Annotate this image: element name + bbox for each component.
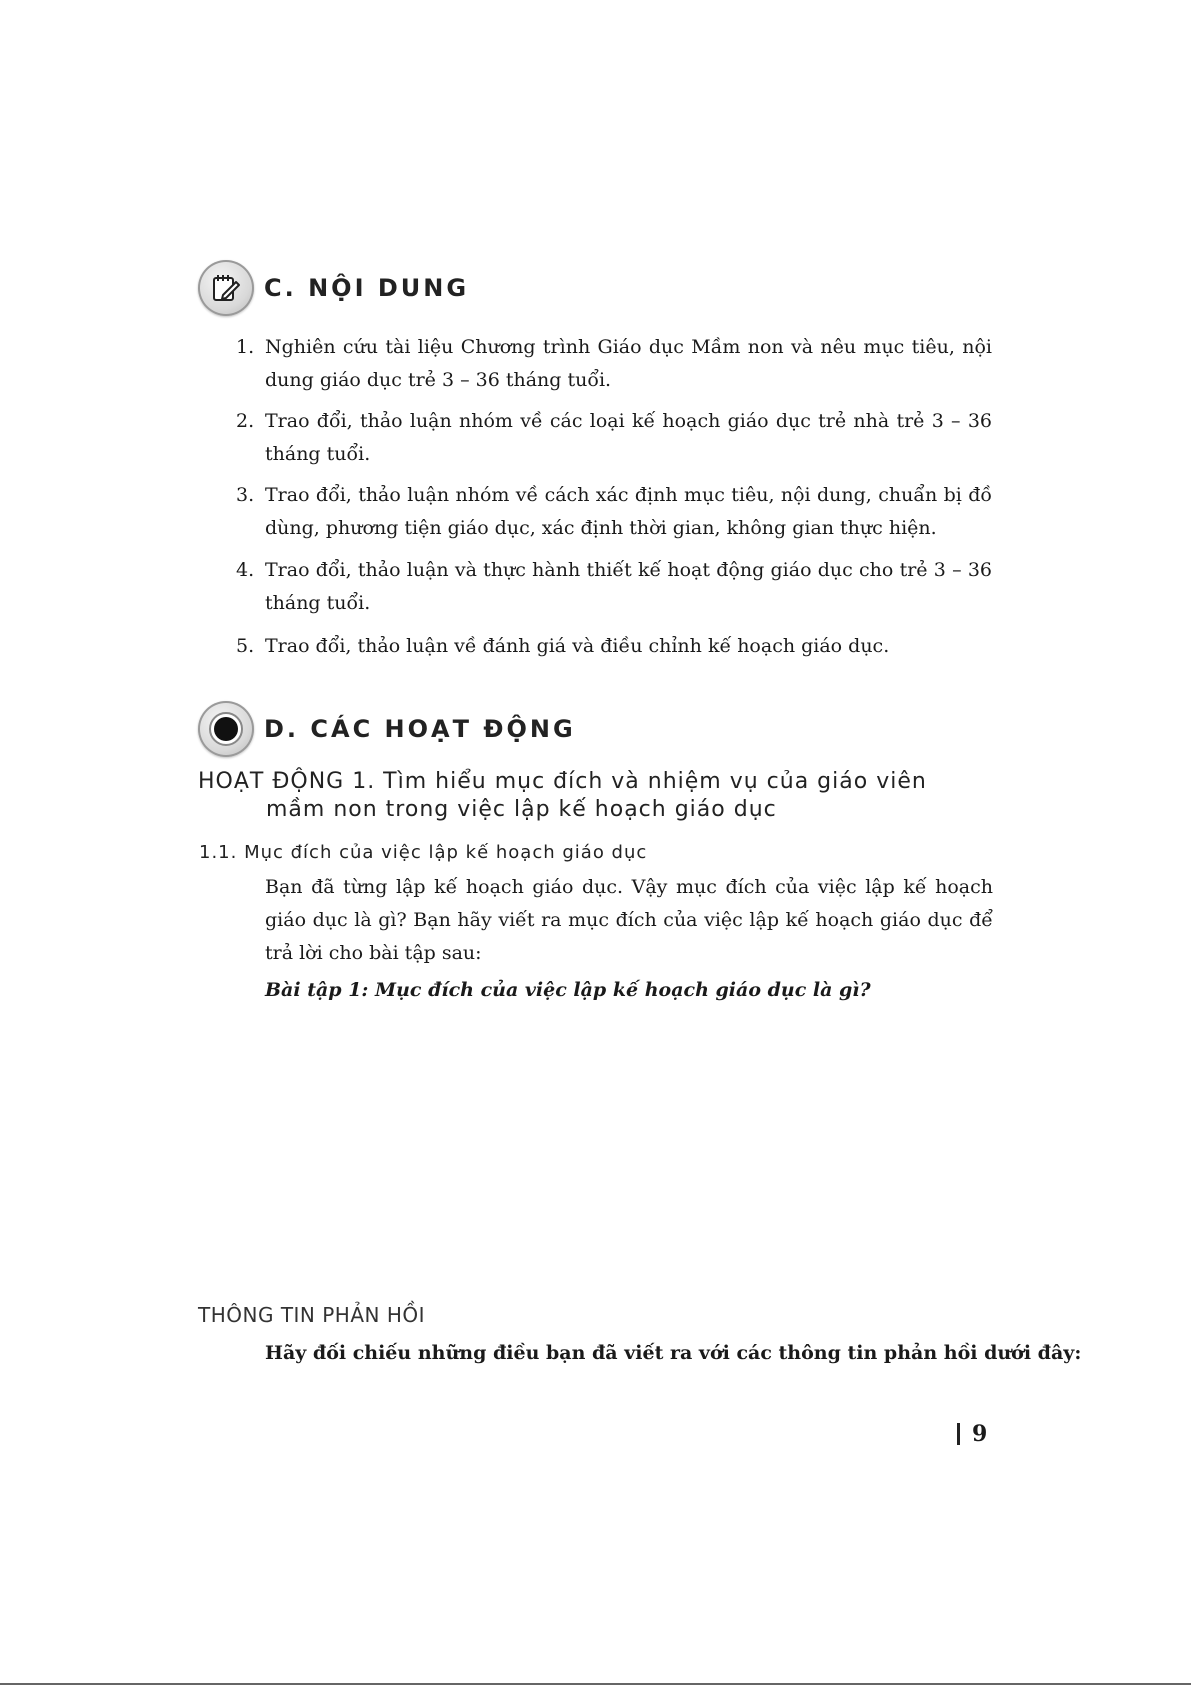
list-item-number: 3. — [236, 484, 255, 506]
notepad-pencil-icon — [198, 260, 254, 316]
activity-1-heading-line1: HOẠT ĐỘNG 1. Tìm hiểu mục đích và nhiệm vụ của giáo viên — [198, 769, 927, 794]
feedback-text: Hãy đối chiếu những điều bạn đã viết ra với các thông tin phản hồi dưới đây: — [265, 1342, 1082, 1364]
section-c-header — [198, 260, 469, 316]
page-number-value: 9 — [972, 1421, 988, 1447]
section-c-title: C. NỘI DUNG — [264, 274, 470, 302]
section-d-title: D. CÁC HOẠT ĐỘNG — [264, 715, 576, 743]
list-item — [236, 331, 992, 397]
list-item — [236, 405, 992, 471]
list-item-number: 4. — [236, 559, 255, 581]
list-item — [236, 554, 992, 620]
subsection-1-1-paragraph: Bạn đã từng lập kế hoạch giáo dục. Vậy mục đích của việc lập kế hoạch giáo dục là gì? Bạn hãy viết ra mục đích của việc lập kế hoạch giáo dục để trả lời cho bài tập sau: — [265, 876, 993, 964]
subsection-1-1-title: 1.1. Mục đích của việc lập kế hoạch giáo dục — [199, 842, 648, 863]
section-d-header — [198, 701, 576, 757]
list-item-text: Trao đổi, thảo luận nhóm về các loại kế hoạch giáo dục trẻ nhà trẻ 3 – 36 tháng tuổi. — [265, 410, 992, 465]
exercise-1-prompt: Bài tập 1: Mục đích của việc lập kế hoạch giáo dục là gì? — [265, 979, 871, 1001]
list-item-number: 2. — [236, 410, 255, 432]
list-item-text: Trao đổi, thảo luận về đánh giá và điều chỉnh kế hoạch giáo dục. — [265, 635, 890, 657]
page-number-divider — [957, 1423, 960, 1445]
list-item-number: 1. — [236, 336, 255, 358]
list-item-text: Nghiên cứu tài liệu Chương trình Giáo dục Mầm non và nêu mục tiêu, nội dung giáo dục trẻ 3 – 36 tháng tuổi. — [265, 336, 992, 391]
record-button-icon — [198, 701, 254, 757]
feedback-title: THÔNG TIN PHẢN HỒI — [198, 1303, 426, 1327]
list-item — [236, 479, 992, 545]
list-item-text: Trao đổi, thảo luận nhóm về cách xác định mục tiêu, nội dung, chuẩn bị đồ dùng, phương tiện giáo dục, xác định thời gian, không gian thực hiện. — [265, 484, 992, 539]
list-item — [236, 630, 992, 663]
page-number — [957, 1421, 987, 1447]
activity-1-heading — [198, 768, 998, 824]
list-item-text: Trao đổi, thảo luận và thực hành thiết kế hoạt động giáo dục cho trẻ 3 – 36 tháng tuổi. — [265, 559, 992, 614]
list-item-number: 5. — [236, 635, 255, 657]
activity-1-heading-line2: mầm non trong việc lập kế hoạch giáo dục — [266, 797, 777, 822]
